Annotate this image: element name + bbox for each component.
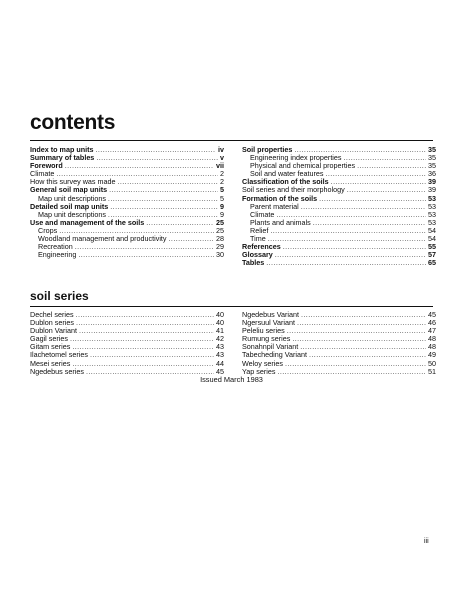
toc-entry-page: 50 [428,358,436,368]
dot-leader [90,351,214,359]
toc-entry-label: Crops [38,225,58,235]
toc-entry-label: Summary of tables [30,153,95,163]
dot-leader [297,319,426,327]
toc-entry-page: 53 [428,217,436,227]
toc-entry-label: Parent material [250,201,299,211]
toc-entry-label: Engineering index properties [250,153,342,163]
toc-entry-page: 48 [428,342,436,352]
toc-entry-label: Yap series [242,366,276,376]
toc-entry-page: iv [218,145,224,154]
toc-entry-label: Ilachetomel series [30,350,88,360]
toc-entry-label: References [242,242,281,252]
toc-entry-label: General soil map units [30,185,108,195]
toc-entry [242,259,436,267]
toc-entry-page: 44 [216,358,224,368]
toc-entry-page: 43 [216,350,224,360]
dot-leader [300,343,426,351]
toc-entry [30,251,224,259]
dot-leader [72,360,214,368]
dot-leader [287,327,426,335]
dot-leader [275,251,426,259]
toc-entry-page: 2 [220,177,224,187]
dot-leader [313,219,426,227]
contents-left-column [30,146,224,259]
dot-leader [75,243,214,251]
toc-entry [242,251,436,259]
toc-entry-label: Dublon Variant [30,326,78,336]
toc-entry [242,219,436,227]
toc-entry-label: Woodland management and productivity [38,234,167,244]
dot-leader [70,335,214,343]
toc-entry-page: 53 [428,193,436,203]
soil-series-title: soil series [30,289,89,303]
dot-leader [65,162,214,170]
issued-date: Issued March 1983 [200,375,263,384]
toc-entry-page: v [220,153,224,163]
toc-entry-page: 30 [216,250,224,260]
toc-entry-label: Soil series and their morphology [242,185,345,195]
toc-entry-page: 29 [216,242,224,252]
toc-entry-label: Classification of the soils [242,177,329,187]
toc-entry-page: 65 [428,258,436,268]
dot-leader [96,146,217,154]
toc-entry-page: 55 [428,242,436,252]
toc-entry-label: Dublon series [30,318,74,328]
toc-entry-label: Time [250,234,266,244]
toc-entry-page: 39 [428,185,436,195]
toc-entry [30,219,224,227]
dot-leader [326,170,426,178]
dot-leader [270,227,426,235]
toc-entry-page: 28 [216,234,224,244]
toc-entry-label: Mesei series [30,358,71,368]
toc-entry-page: 40 [216,310,224,319]
toc-entry-page: 39 [428,177,436,187]
toc-entry-label: Dechel series [30,310,74,319]
dot-leader [357,162,426,170]
toc-entry-page: 41 [216,326,224,336]
dot-leader [117,178,218,186]
toc-entry-page: 35 [428,145,436,154]
toc-entry-label: Sonahnpil Variant [242,342,299,352]
dot-leader [109,186,218,194]
dot-leader [108,195,218,203]
toc-entry-label: Peleliu series [242,326,285,336]
dot-leader [266,259,426,267]
toc-entry-page: 47 [428,326,436,336]
dot-leader [319,195,426,203]
dot-leader [292,335,426,343]
toc-entry-page: 53 [428,201,436,211]
toc-entry-label: Recreation [38,242,73,252]
dot-leader [76,311,214,319]
toc-entry-label: Climate [30,169,55,179]
dot-leader [169,235,214,243]
toc-entry-page: 9 [220,201,224,211]
toc-entry-label: Tables [242,258,265,268]
toc-entry-label: Index to map units [30,145,94,154]
dot-leader [110,203,218,211]
toc-entry-label: Map unit descriptions [38,209,106,219]
dot-leader [146,219,214,227]
toc-entry-page: 45 [216,366,224,376]
page-number: iii [424,538,429,545]
toc-entry-label: Relief [250,225,269,235]
toc-entry-label: Tabecheding Variant [242,350,307,360]
toc-entry-page: 42 [216,334,224,344]
contents-rule [30,140,433,141]
toc-entry-page: 9 [220,209,224,219]
toc-entry-label: Soil properties [242,145,293,154]
toc-entry-label: Rumung series [242,334,291,344]
soil-series-right-column [242,311,436,376]
toc-entry-label: How this survey was made [30,177,116,187]
toc-entry-page: 53 [428,209,436,219]
toc-entry-page: 25 [216,217,224,227]
toc-entry-page: 25 [216,225,224,235]
toc-entry-label: Weloy series [242,358,284,368]
dot-leader [96,154,218,162]
toc-entry-label: Foreword [30,161,63,171]
dot-leader [301,311,426,319]
toc-entry-page: 45 [428,310,436,319]
toc-entry-label: Ngedebus series [30,366,84,376]
toc-entry-label: Map unit descriptions [38,193,106,203]
dot-leader [347,186,426,194]
toc-entry-label: Engineering [38,250,77,260]
toc-entry-label: Gitam series [30,342,71,352]
toc-entry-label: Climate [250,209,275,219]
toc-entry-label: Ngersuul Variant [242,318,295,328]
toc-entry-page: 57 [428,250,436,260]
toc-entry [30,162,224,170]
dot-leader [344,154,426,162]
toc-entry-page: 5 [220,185,224,195]
dot-leader [309,351,426,359]
dot-leader [72,343,214,351]
dot-leader [76,319,214,327]
toc-entry-page: 2 [220,169,224,179]
toc-entry-page: 48 [428,334,436,344]
dot-leader [78,251,214,259]
dot-leader [79,327,214,335]
toc-entry-page: 46 [428,318,436,328]
toc-entry [242,227,436,235]
toc-entry-label: Soil and water features [250,169,324,179]
dot-leader [301,203,426,211]
toc-entry-page: 49 [428,350,436,360]
soil-series-left-column [30,311,224,376]
toc-entry-page: 54 [428,234,436,244]
toc-entry-label: Plants and animals [250,217,311,227]
toc-entry-page: 40 [216,318,224,328]
toc-entry-page: 36 [428,169,436,179]
toc-entry-page: 5 [220,193,224,203]
soil-series-rule [30,306,433,307]
toc-entry-label: Use and management of the soils [30,217,145,227]
toc-entry-page: 54 [428,225,436,235]
dot-leader [268,235,426,243]
toc-entry-page: vii [216,161,224,171]
toc-entry-page: 35 [428,161,436,171]
dot-leader [285,360,426,368]
toc-entry-page: 51 [428,366,436,376]
toc-entry-label: Physical and chemical properties [250,161,356,171]
toc-entry-page: 35 [428,153,436,163]
contents-right-column [242,146,436,267]
page-title: contents [30,111,116,134]
toc-entry-label: Formation of the soils [242,193,318,203]
toc-entry-label: Ngedebus Variant [242,310,300,319]
dot-leader [283,243,426,251]
toc-entry-label: Glossary [242,250,273,260]
toc-entry-label: Gagil series [30,334,68,344]
toc-entry-label: Detailed soil map units [30,201,109,211]
toc-entry-page: 43 [216,342,224,352]
